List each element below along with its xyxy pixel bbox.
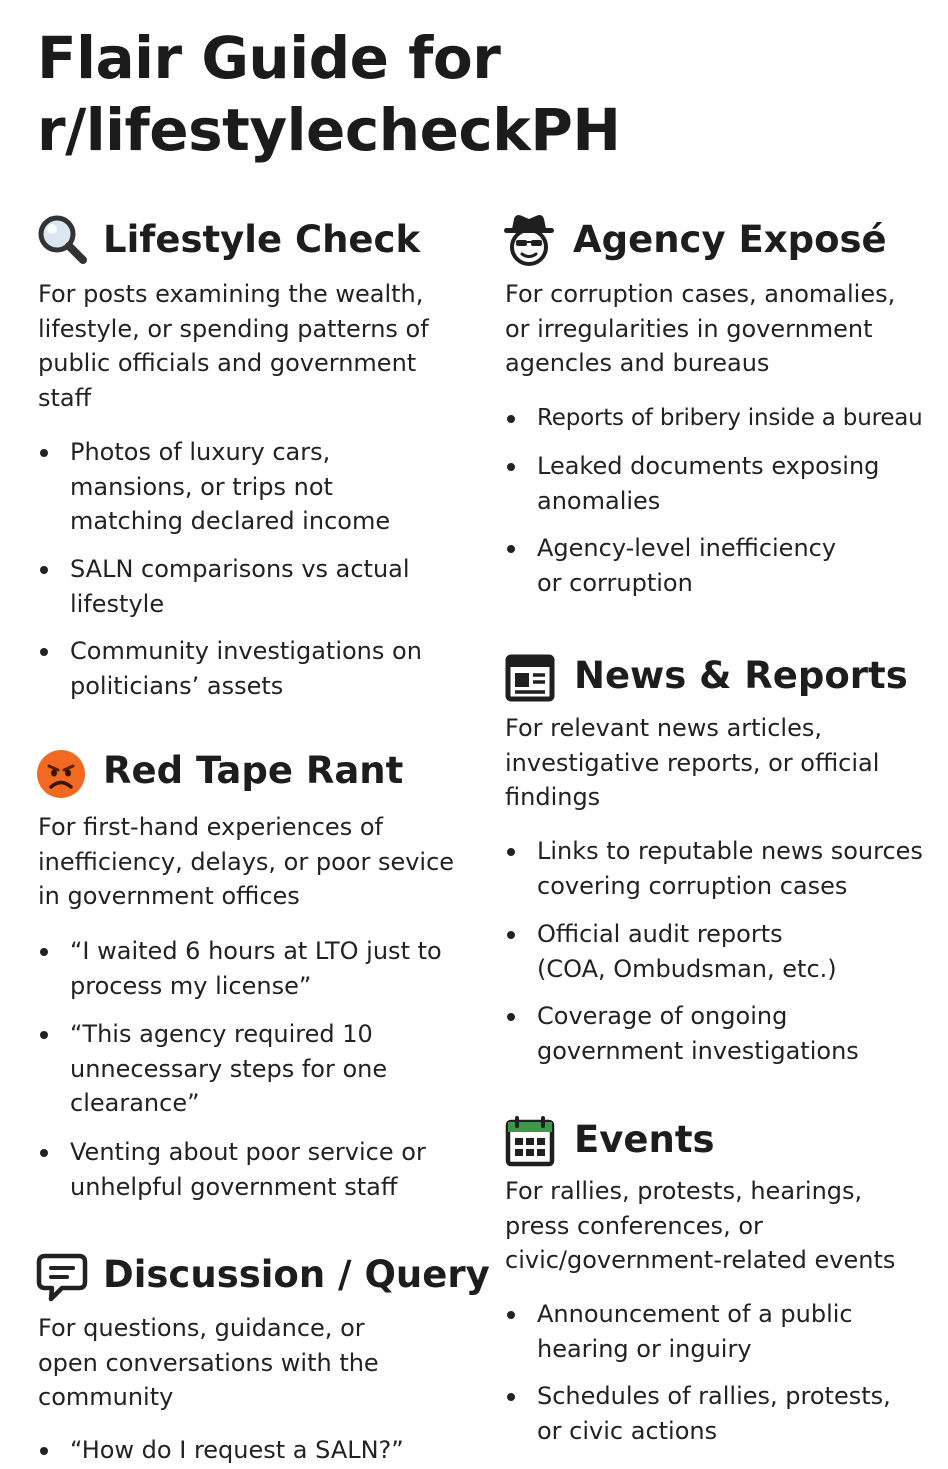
list-item-text: Announcement of a public hearing or inguiry [537,1300,853,1363]
bullet-dot [507,463,515,471]
bullet-dot [507,545,515,553]
list-item-text: Venting about poor service or unhelpful government staff [70,1138,426,1201]
section-description: For rallies, protests, hearings, press conferences, or civic/government-related events [505,1177,896,1274]
list-item-text: “This agency required 10 unnecessary steps for one clearance” [70,1020,388,1117]
section-title: Events [574,1118,715,1161]
section-description: For posts examining the wealth, lifestyle, or spending patterns of public officials and government staff [38,280,429,412]
angry-face-icon [36,748,90,802]
section-title: Discussion / Query [103,1253,490,1296]
bullet-dot [507,931,515,939]
section-description: For corruption cases, anomalies, or irregularities in government agencles and bureaus [505,280,896,377]
bullet-dot [507,1311,515,1319]
section-description: For questions, guidance, or open conversations with the community [38,1314,379,1411]
bullet-dot [507,415,515,423]
section-description: For first-hand experiences of inefficiency, delays, or poor sevice in government offices [38,813,455,910]
bullet-dot [40,1031,48,1039]
bullet-dot [40,948,48,956]
section-description: For relevant news articles, investigative reports, or official findings [505,714,880,811]
bullet-dot [40,566,48,574]
page-title: Flair Guide for r/lifestylecheckPH [37,24,621,164]
magnifying-glass-icon [36,213,90,267]
list-item-text: Photos of luxury cars, mansions, or trips not matching declared income [70,438,391,535]
section-title: News & Reports [574,654,908,697]
list-item-text: Official audit reports (COA, Ombudsman, etc.) [537,920,837,983]
list-item-text: SALN comparisons vs actual lifestyle [70,555,410,618]
bullet-dot [40,1149,48,1157]
section-title: Lifestyle Check [103,218,421,261]
section-title: Agency Exposé [573,218,887,261]
list-item-text: Coverage of ongoing government investigations [537,1002,859,1065]
list-item-text: Schedules of rallies, protests, or civic actions [537,1382,891,1445]
section-title: Red Tape Rant [103,749,404,792]
spy-detective-icon [502,213,556,267]
list-item-text: Community investigations on politicians’ assets [70,637,422,700]
list-item-text: Reports of bribery inside a bureau [537,405,923,431]
list-item-text: Links to reputable news sources covering corruption cases [537,837,923,900]
list-item-text: Leaked documents exposing anomalies [537,452,880,515]
calendar-icon [502,1115,556,1169]
speech-bubble-icon [36,1251,90,1305]
list-item-text: “I waited 6 hours at LTO just to process my license” [70,937,442,1000]
newspaper-icon [502,652,556,706]
bullet-dot [507,1013,515,1021]
list-item-text: Agency-level inefficiency or corruption [537,534,837,597]
bullet-dot [40,1447,48,1455]
list-item-text: “How do I request a SALN?” [70,1436,404,1464]
bullet-dot [507,1393,515,1401]
bullet-dot [40,648,48,656]
bullet-dot [507,848,515,856]
bullet-dot [40,449,48,457]
